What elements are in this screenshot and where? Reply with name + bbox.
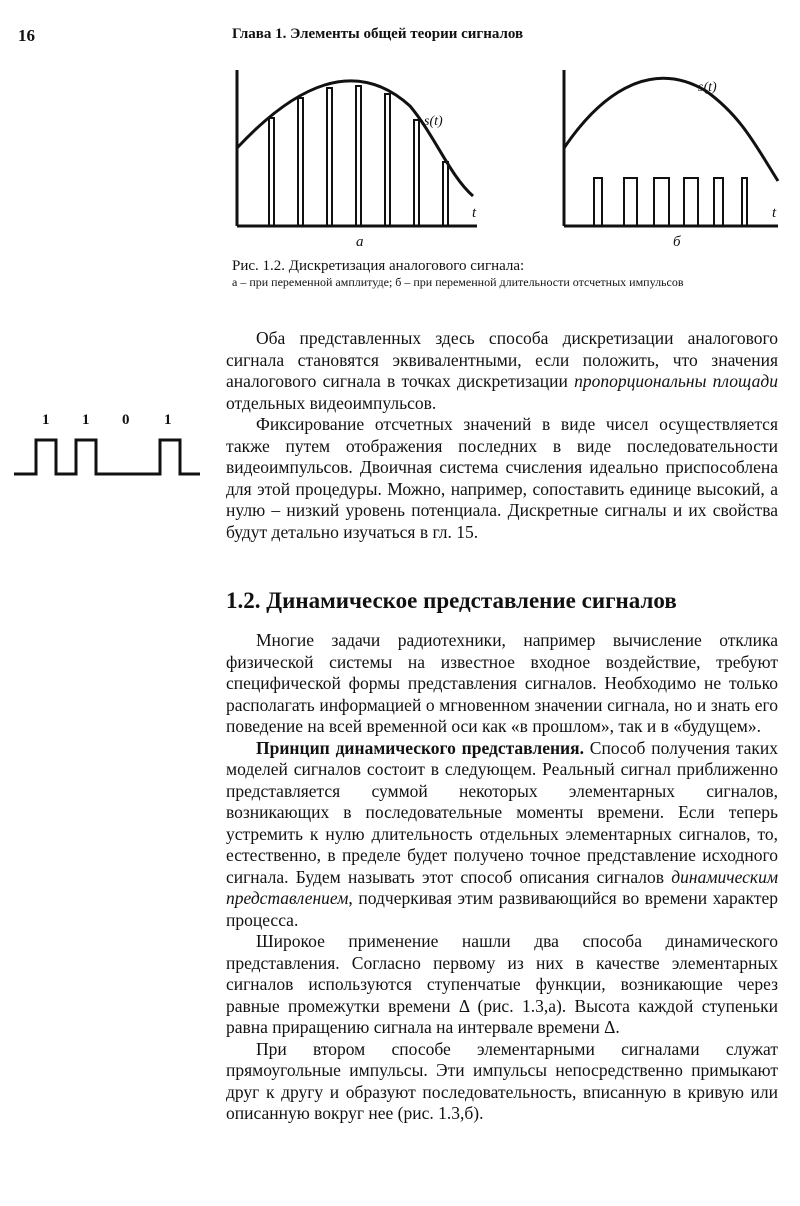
bit-diagram	[14, 412, 204, 482]
paragraph: Широкое применение нашли два способа динамического представления. Согласно первому из них в качестве элементарных сигналов используются ступенчатые функции, возникающие через равные промежутки времени Δ (рис. 1.3,а). Высота каждой ступеньки равна приращению сигнала на интервале времени Δ.	[226, 931, 778, 1037]
emphasis: динамическим представлением	[226, 866, 778, 908]
axis-label-a: t	[472, 205, 477, 221]
sample-pulse	[594, 178, 602, 226]
curve-label-a: s(t)	[424, 114, 443, 129]
sample-pulse	[269, 118, 274, 226]
figure-b	[556, 66, 786, 231]
signal-curve	[564, 78, 778, 181]
page-number: 16	[18, 26, 35, 45]
bit-label: 1	[82, 412, 90, 428]
emphasis: пропорциональны площади	[574, 371, 779, 391]
sample-pulse	[414, 120, 419, 226]
figure-a	[225, 66, 485, 231]
paragraph: При втором способе элементарными сигналами служат прямоугольные импульсы. Эти импульсы непосредственно примыкают друг к другу и образуют последовательность, вписанную в кривую или описанную вокруг нее (рис. 1.3,б).	[226, 1038, 778, 1123]
sample-pulse	[385, 94, 390, 226]
caption-detail: а – при переменной амплитуде; б – при переменной длительности отсчетных импульсов	[232, 275, 684, 289]
paragraph-text: Оба представленных здесь способа дискретизации аналогового сигнала становятся эквивалентными, если положить, что значения аналогового сигнала в точках дискретизации	[226, 328, 778, 391]
section-title: 1.2. Динамическое представление сигналов	[226, 588, 677, 613]
sample-pulse	[327, 88, 332, 226]
bit-label: 0	[122, 412, 130, 428]
sub-label-b: б	[673, 234, 681, 250]
paragraph-text: , подчеркивая этим развивающийся во времени характер процесса.	[226, 888, 778, 930]
caption-title: Рис. 1.2. Дискретизация аналогового сигнала:	[232, 258, 525, 274]
text-block-main	[226, 630, 778, 1125]
running-head: Глава 1. Элементы общей теории сигналов	[232, 26, 524, 42]
figure-a-plot	[225, 66, 485, 231]
paragraph-text: отдельных видеоимпульсов.	[226, 392, 437, 413]
sample-pulse	[742, 178, 747, 226]
sample-pulse	[298, 98, 303, 226]
paragraph: Многие задачи радиотехники, например вычисление отклика физической системы на известное входное воздействие, требуют специфической формы представления сигналов. Необходимо не только располагать информацией о мгновенном значении сигнала, но и знать его поведение на всей временной оси как «в прошлом», так и в «будущем».	[226, 630, 778, 736]
sample-pulse	[443, 162, 448, 226]
pulse-train	[14, 412, 204, 482]
pulse-waveform	[14, 440, 200, 474]
sub-label-a: а	[356, 234, 364, 250]
paragraph	[226, 738, 778, 932]
paragraph: Фиксирование отсчетных значений в виде чисел осуществляется также путем отображения последних в виде последовательности видеоимпульсов. Двоичная система счисления идеально приспособлена для этой процедуры. Можно, например, сопоставить единице высокий, а нулю – низкий уровень потенциала. Дискретные сигналы и их свойства будут детально изучаться в гл. 15.	[226, 414, 778, 542]
paragraph-lead: Принцип динамического представления.	[256, 737, 584, 758]
paragraph-text: Способ получения таких моделей сигналов состоит в следующем. Реальный сигнал приближенно представляется суммой некоторых элементарных сигналов, возникающих в последовательные моменты времени. Если теперь устремить к нулю длительность отдельных элементарных сигналов, то, естественно, в пределе будет получено точное представление исходного сигнала. Будем называть этот способ описания сигналов	[226, 737, 779, 887]
sample-pulse	[624, 178, 637, 226]
axis-label-b: t	[772, 205, 777, 221]
text-block-intro	[226, 328, 778, 543]
sample-pulse	[654, 178, 669, 226]
sample-pulse	[684, 178, 698, 226]
sample-pulse	[356, 86, 361, 226]
sample-pulse	[714, 178, 723, 226]
figure-b-plot	[556, 66, 786, 231]
bit-label: 1	[42, 412, 50, 428]
curve-label-b: s(t)	[698, 80, 717, 95]
bit-label: 1	[164, 412, 172, 428]
paragraph	[226, 328, 778, 414]
figure-caption	[232, 257, 782, 290]
